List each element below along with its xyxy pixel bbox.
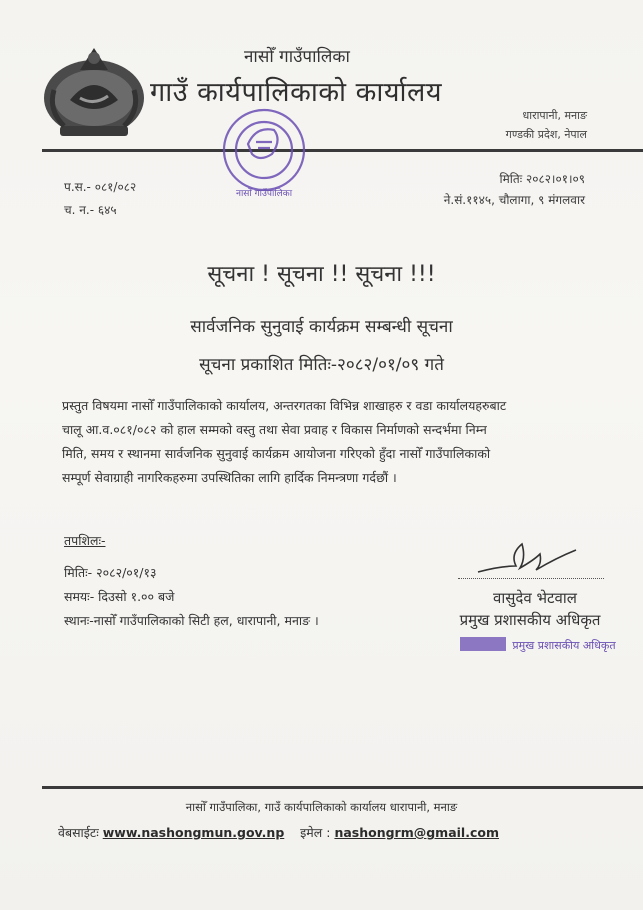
header-divider [42,149,643,152]
nepal-sambat-date: ने.सं.११४५, चौलागा, ९ मंगलवार [443,193,585,207]
signer-title: प्रमुख प्रशासकीय अधिकृत [459,611,601,629]
body-line: चालू आ.व.०८१/०८२ को हाल सम्मको वस्तु तथा सेवा प्रवाह र विकास निर्माणको सन्दर्भमा निम्न [62,422,487,437]
email-link[interactable]: nashongrm@gmail.com [334,825,499,840]
footer-address: नासोँ गाउँपालिका, गाउँ कार्यपालिकाको कार्यालय धारापानी, मनाङ [185,800,458,814]
signature-line [458,578,604,579]
notice-body [62,394,592,490]
letter-number: प.स.- ०८१/०८२ [64,180,137,194]
dispatch-number: च. न.- ६४५ [64,203,117,217]
body-line: सम्पूर्ण सेवाग्राही नागरिकहरुमा उपस्थितिका लागि हार्दिक निमन्त्रणा गर्दछौं । [62,470,397,485]
notice-heading: सूचना ! सूचना !! सूचना !!! [207,262,436,287]
office-seal-stamp [212,104,316,200]
body-line: मिति, समय र स्थानमा सार्वजनिक सुनुवाई कार्यक्रम आयोजना गरिएको हुँदा नासोँ गाउँपालिकाको [62,446,491,461]
email-label: इमेल : [300,825,331,840]
signature-mark [470,536,580,580]
office-title: गाउँ कार्यपालिकाको कार्यालय [150,77,442,108]
notice-published-date: सूचना प्रकाशित मितिः-२०८२/०१/०९ गते [199,355,444,375]
event-time: समयः- दिउसो १.०० बजे [64,589,175,604]
notice-subject: सार्वजनिक सुनुवाई कार्यक्रम सम्बन्धी सूचना [190,317,453,337]
signer-stamp [454,634,624,656]
svg-text:प्रमुख प्रशासकीय अधिकृत: प्रमुख प्रशासकीय अधिकृत [512,639,616,652]
address-line-1: धारापानी, मनाङ [522,109,587,122]
nepal-emblem-icon [40,40,148,142]
letter-date: मितिः २०८२।०१।०९ [499,172,585,186]
address-line-2: गण्डकी प्रदेश, नेपाल [505,128,587,141]
signer-name: वासुदेव भेटवाल [493,589,577,607]
website-link[interactable]: www.nashongmun.gov.np [102,825,285,840]
website-label: वेबसाईटः [58,825,99,840]
municipality-name: नासोँ गाउँपालिका [244,47,350,67]
footer-contact [58,824,499,841]
body-line: प्रस्तुत विषयमा नासोँ गाउँपालिकाको कार्यालय, अन्तरगतका विभिन्न शाखाहरु र वडा कार्यालयहरुबाट [62,398,507,413]
details-label: तपशिलः- [64,533,106,548]
svg-text:नासोँ गाउँपालिका: नासोँ गाउँपालिका [235,189,293,199]
footer-divider [42,786,643,789]
event-place: स्थानः-नासोँ गाउँपालिकाको सिटी हल, धारापानी, मनाङ । [64,613,319,628]
event-date: मितिः- २०८२/०१/१३ [64,565,157,580]
